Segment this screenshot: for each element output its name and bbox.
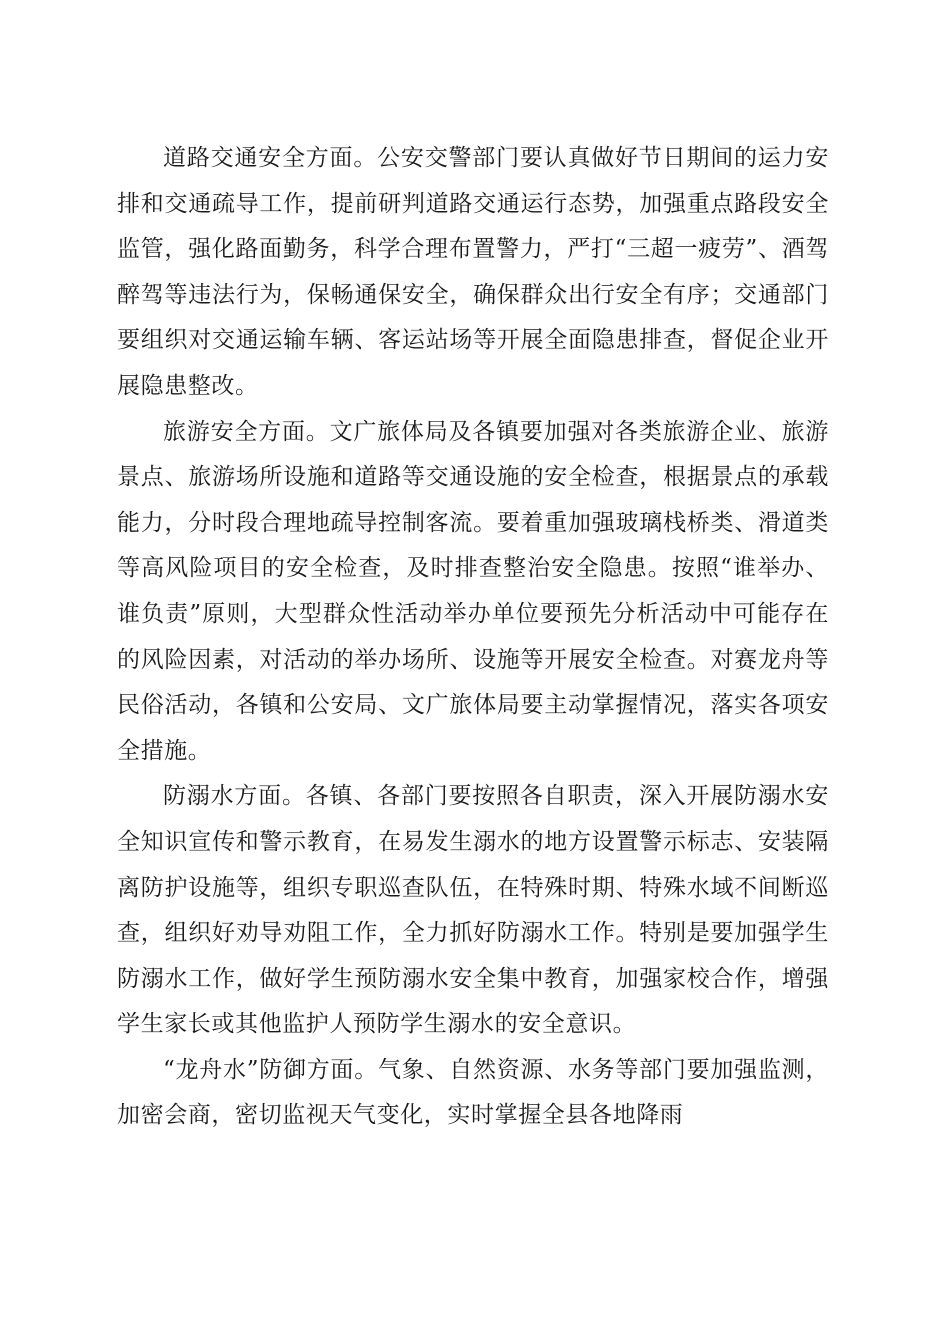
- paragraph-drowning-prevention: 防溺水方面。各镇、各部门要按照各自职责，深入开展防溺水安全知识宣传和警示教育，在易发生溺水的地方设置警示标志、安装隔离防护设施等，组织专职巡查队伍，在特殊时期、特殊水域不间断巡查，组织好劝导劝阻工作，全力抓好防溺水工作。特别是要加强学生防溺水工作，做好学生预防溺水安全集中教育，加强家校合作，增强学生家长或其他监护人预防学生溺水的安全意识。: [117, 783, 829, 1038]
- paragraph-dragon-boat-water-defense: “龙舟水”防御方面。气象、自然资源、水务等部门要加强监测，加密会商，密切监视天气变化，实时掌握全县各地降雨: [117, 1056, 829, 1129]
- paragraph-tourism-safety: 旅游安全方面。文广旅体局及各镇要加强对各类旅游企业、旅游景点、旅游场所设施和道路等交通设施的安全检查，根据景点的承载能力，分时段合理地疏导控制客流。要着重加强玻璃栈桥类、滑道类等高风险项目的安全检查，及时排查整治安全隐患。按照“谁举办、谁负责”原则，大型群众性活动举办单位要预先分析活动中可能存在的风险因素，对活动的举办场所、设施等开展安全检查。对赛龙舟等民俗活动，各镇和公安局、文广旅体局要主动掌握情况，落实各项安全措施。: [117, 418, 829, 764]
- document-body: [117, 136, 829, 1139]
- paragraph-road-traffic-safety: 道路交通安全方面。公安交警部门要认真做好节日期间的运力安排和交通疏导工作，提前研判道路交通运行态势，加强重点路段安全监管，强化路面勤务，科学合理布置警力，严打“三超一疲劳”、酒驾醉驾等违法行为，保畅通保安全，确保群众出行安全有序；交通部门要组织对交通运输车辆、客运站场等开展全面隐患排查，督促企业开展隐患整改。: [117, 145, 829, 399]
